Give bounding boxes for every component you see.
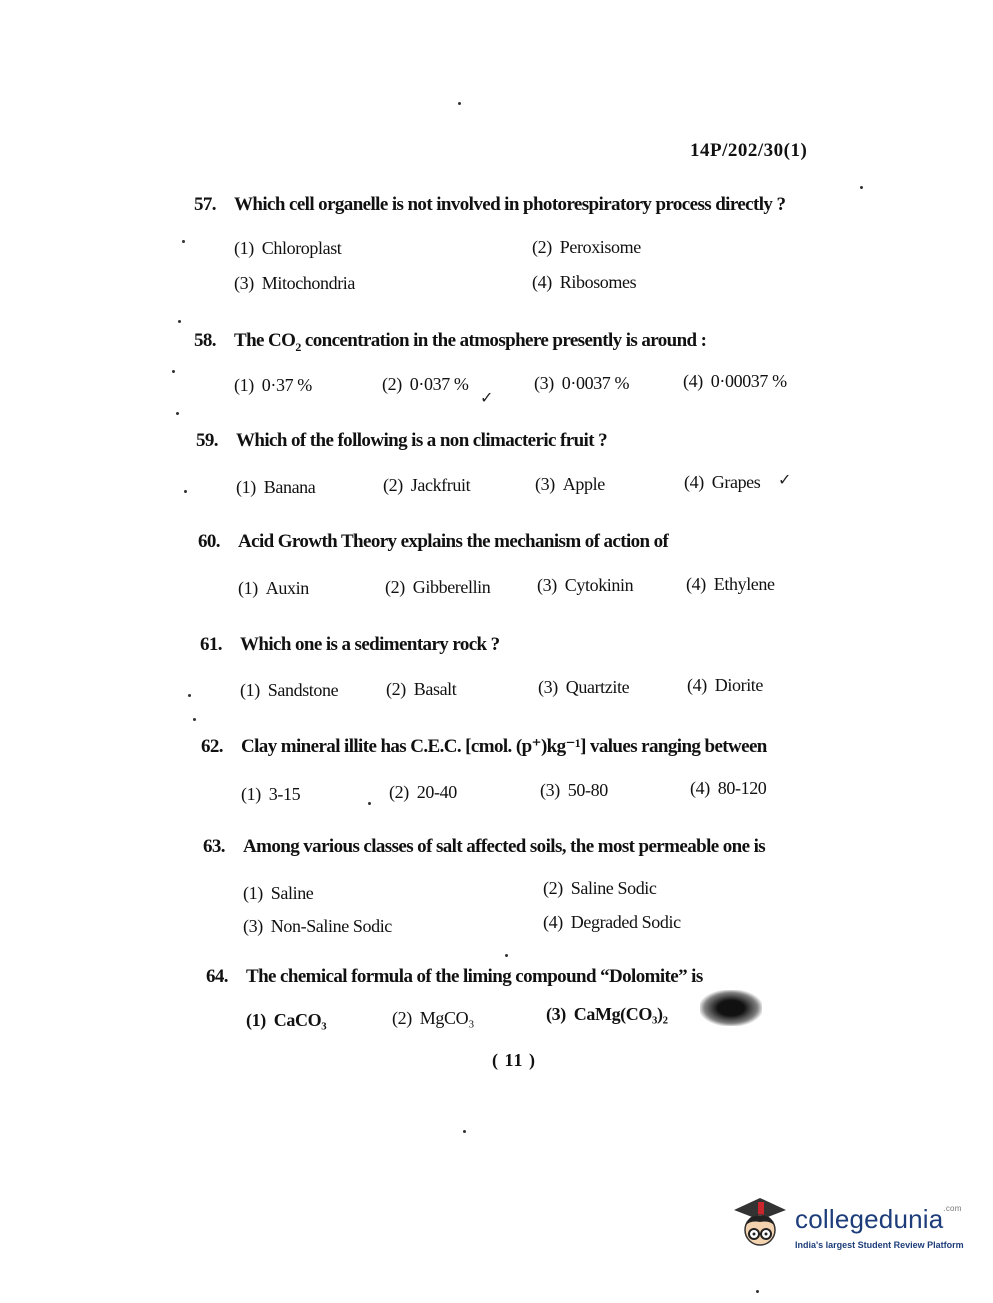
- scan-speck: [172, 370, 175, 373]
- question-text: [200, 634, 500, 656]
- option-4: [690, 778, 766, 799]
- option-label: 3-15: [268, 784, 301, 804]
- option-number: (4): [683, 371, 703, 391]
- option-number: (3): [243, 916, 263, 936]
- option-label: CaMg(CO₃)₂: [573, 1004, 668, 1024]
- option-number: (4): [532, 272, 552, 292]
- option-number: (1): [234, 375, 254, 395]
- scan-speck: [860, 186, 863, 189]
- question-number: 63.: [203, 836, 225, 857]
- option-number: (1): [238, 578, 258, 598]
- option-label: Cytokinin: [564, 575, 634, 595]
- question-stem: Which cell organelle is not involved in photorespiratory process directly ?: [234, 194, 786, 215]
- option-4: [684, 472, 760, 493]
- option-3: [234, 273, 355, 294]
- option-number: (2): [385, 577, 405, 597]
- question-text: [194, 330, 706, 355]
- option-3: [537, 575, 633, 596]
- option-number: (3): [538, 677, 558, 697]
- option-label: Mitochondria: [261, 273, 355, 293]
- question-text: [201, 735, 767, 758]
- option-number: (1): [240, 680, 260, 700]
- option-label: Degraded Sodic: [570, 912, 681, 932]
- question-stem-before: The CO: [234, 330, 296, 351]
- option-number: (2): [382, 374, 402, 394]
- paper-code: 14P/202/30(1): [690, 140, 808, 161]
- option-label: 0·037 %: [409, 374, 469, 394]
- option-number: (4): [684, 472, 704, 492]
- option-number: (1): [234, 238, 254, 258]
- option-number: (1): [241, 784, 261, 804]
- scan-speck: [176, 412, 179, 415]
- question-number: 61.: [200, 634, 222, 655]
- option-1: [234, 375, 312, 396]
- question-stem-after: concentration in the atmosphere presently is around :: [300, 330, 707, 351]
- option-label: Quartzite: [565, 677, 630, 697]
- question-text: [196, 430, 607, 452]
- option-1: [241, 784, 300, 805]
- option-label: 20-40: [416, 782, 457, 802]
- option-number: (2): [386, 679, 406, 699]
- check-mark-icon: ✓: [480, 390, 494, 407]
- option-2: [389, 782, 457, 803]
- option-number: (1): [246, 1010, 266, 1030]
- question-number: 64.: [206, 966, 228, 987]
- option-number: (4): [690, 778, 710, 798]
- option-1: [234, 238, 341, 259]
- question-stem: Which of the following is a non climacteric fruit ?: [236, 430, 607, 451]
- option-label: Sandstone: [267, 680, 339, 700]
- question-number: 58.: [194, 330, 216, 351]
- scan-speck: [505, 954, 508, 957]
- page-number: ( 11 ): [492, 1050, 536, 1070]
- question-number: 60.: [198, 531, 220, 552]
- option-label: Auxin: [265, 578, 309, 598]
- option-3: [535, 474, 605, 495]
- option-number: (3): [540, 780, 560, 800]
- option-3: [540, 780, 608, 801]
- option-label: MgCO₃: [419, 1008, 475, 1028]
- brand-tld: .com: [943, 1204, 962, 1213]
- subscript: 2: [295, 339, 301, 354]
- option-2: [382, 374, 469, 395]
- option-label: Jackfruit: [410, 475, 471, 495]
- question-stem: The chemical formula of the liming compound “Dolomite” is: [246, 966, 703, 987]
- scan-speck: [368, 802, 371, 805]
- option-number: (3): [534, 373, 554, 393]
- option-4: [543, 912, 681, 933]
- option-2: [386, 679, 456, 700]
- option-3: [534, 373, 629, 394]
- option-label: Ethylene: [713, 574, 775, 594]
- option-label: CaCO₃: [273, 1010, 327, 1030]
- option-label: 50-80: [567, 780, 608, 800]
- scan-speck: [184, 490, 187, 493]
- option-3: [243, 916, 392, 937]
- option-number: (3): [537, 575, 557, 595]
- scan-speck: [756, 1290, 759, 1293]
- scan-speck: [193, 718, 196, 721]
- option-number: (4): [686, 574, 706, 594]
- option-number: (3): [546, 1004, 566, 1024]
- option-label: 0·00037 %: [710, 371, 787, 391]
- question-number: 59.: [196, 430, 218, 451]
- option-1: [236, 477, 315, 498]
- option-number: (2): [392, 1008, 412, 1028]
- question-text: [206, 966, 703, 988]
- option-number: (4): [687, 675, 707, 695]
- option-number: (3): [234, 273, 254, 293]
- question-stem: Among various classes of salt affected soils, the most permeable one is: [243, 836, 766, 857]
- question-number: 57.: [194, 194, 216, 215]
- option-1: [246, 1010, 326, 1031]
- option-label: Banana: [263, 477, 316, 497]
- question-text: [194, 194, 785, 216]
- option-label: Diorite: [714, 675, 763, 695]
- brand-text: collegedunia: [795, 1204, 944, 1234]
- option-4: [687, 675, 763, 696]
- question-stem: Acid Growth Theory explains the mechanism of action of: [238, 531, 669, 552]
- scan-speck: [188, 694, 191, 697]
- option-number: (4): [543, 912, 563, 932]
- brand-name: [795, 1204, 962, 1235]
- check-mark-icon: ✓: [778, 472, 792, 489]
- option-number: (2): [389, 782, 409, 802]
- option-label: Non-Saline Sodic: [270, 916, 392, 936]
- option-1: [238, 578, 309, 599]
- option-4: [686, 574, 775, 595]
- brand-tagline: India's largest Student Review Platform: [795, 1240, 964, 1250]
- option-label: 0·0037 %: [561, 373, 630, 393]
- option-2: [392, 1008, 474, 1029]
- option-number: (1): [243, 883, 263, 903]
- option-number: (1): [236, 477, 256, 497]
- ink-smudge: [700, 990, 762, 1026]
- option-4: [683, 371, 787, 392]
- option-label: Peroxisome: [559, 237, 641, 257]
- option-number: (3): [535, 474, 555, 494]
- option-label: Saline Sodic: [570, 878, 657, 898]
- option-label: 80-120: [717, 778, 767, 798]
- question-number: 62.: [201, 736, 223, 757]
- mascot-icon: [730, 1196, 790, 1256]
- option-3: [538, 677, 629, 698]
- option-number: (2): [383, 475, 403, 495]
- option-number: (2): [532, 237, 552, 257]
- option-label: Ribosomes: [559, 272, 637, 292]
- option-2: [383, 475, 470, 496]
- option-2: [385, 577, 490, 598]
- option-label: Grapes: [711, 472, 761, 492]
- scan-speck: [182, 240, 185, 243]
- option-number: (2): [543, 878, 563, 898]
- option-2: [532, 237, 641, 258]
- option-label: Saline: [270, 883, 314, 903]
- scan-speck: [178, 320, 181, 323]
- option-label: Gibberellin: [412, 577, 491, 597]
- option-label: Apple: [562, 474, 605, 494]
- question-stem: Clay mineral illite has C.E.C. [cmol. (p⁺)kg⁻¹] values ranging between: [241, 736, 767, 757]
- option-label: Chloroplast: [261, 238, 342, 258]
- option-2: [543, 878, 657, 899]
- collegedunia-watermark: [730, 1196, 964, 1260]
- option-4: [532, 272, 636, 293]
- option-label: Basalt: [413, 679, 457, 699]
- question-stem: Which one is a sedimentary rock ?: [240, 634, 500, 655]
- scan-speck: [463, 1130, 466, 1133]
- option-3: [546, 1004, 668, 1025]
- scan-speck: [458, 102, 461, 105]
- question-text: [203, 836, 765, 858]
- option-1: [243, 883, 313, 904]
- question-text: [198, 531, 668, 553]
- option-1: [240, 680, 338, 701]
- option-label: 0·37 %: [261, 375, 312, 395]
